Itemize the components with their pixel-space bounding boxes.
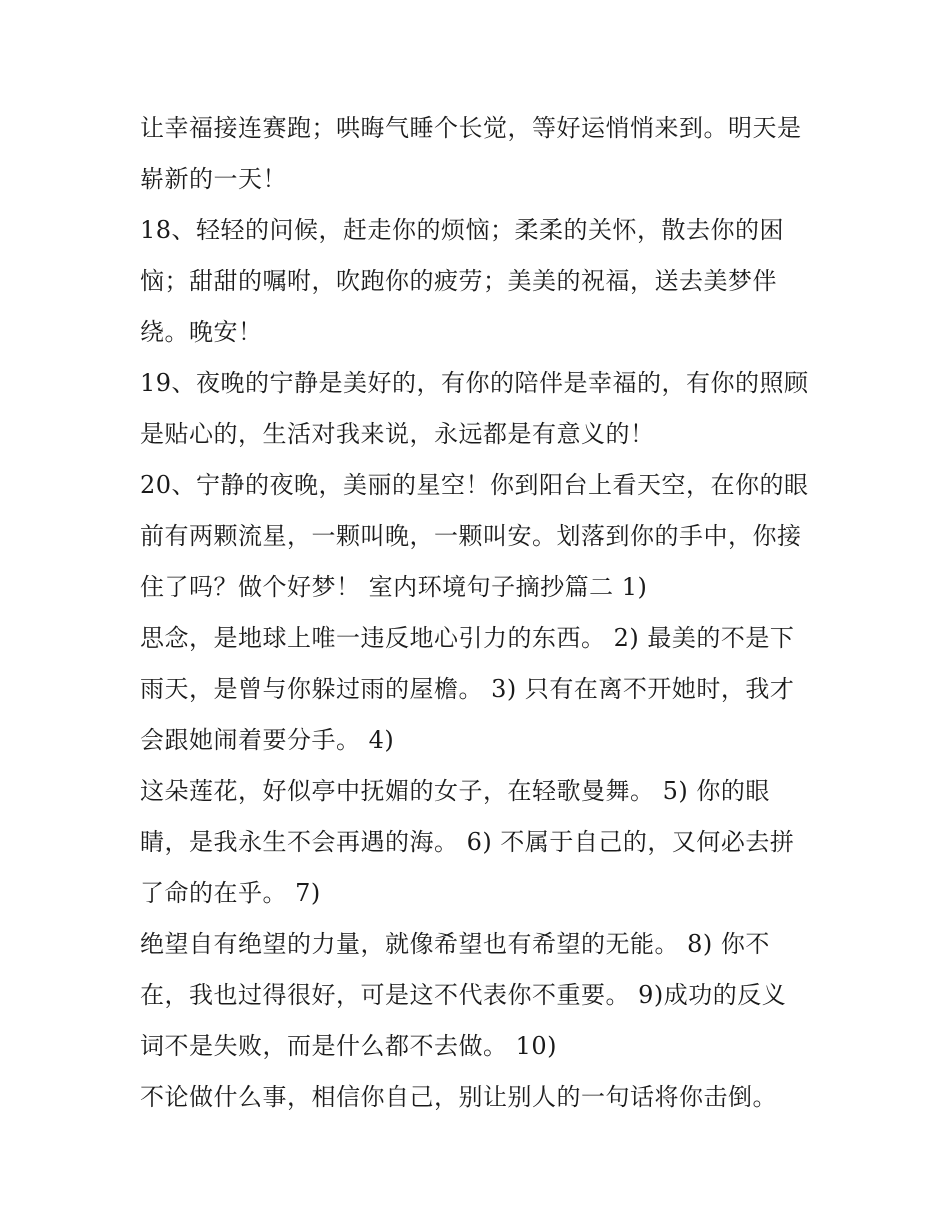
- text-line: 绕。晚安！: [140, 318, 263, 346]
- body-text: [140, 103, 830, 1123]
- text-line: 住了吗？做个好梦！ 室内环境句子摘抄篇二 1): [140, 573, 648, 601]
- text-line: 词不是失败，而是什么都不去做。 10): [140, 1032, 558, 1060]
- text-line: 19、夜晚的宁静是美好的，有你的陪伴是幸福的，有你的照顾: [140, 369, 809, 397]
- text-line: 恼；甜甜的嘱咐，吹跑你的疲劳；美美的祝福，送去美梦伴: [140, 267, 777, 295]
- text-line: 雨天，是曾与你躲过雨的屋檐。 3) 只有在离不开她时，我才: [140, 675, 795, 703]
- text-line: 思念，是地球上唯一违反地心引力的东西。 2) 最美的不是下: [140, 624, 795, 652]
- text-line: 是贴心的，生活对我来说，永远都是有意义的！: [140, 420, 655, 448]
- text-line: 20、宁静的夜晚，美丽的星空！你到阳台上看天空，在你的眼: [140, 471, 809, 499]
- text-line: 了命的在乎。 7): [140, 879, 321, 907]
- text-line: 绝望自有绝望的力量，就像希望也有希望的无能。 8) 你不: [140, 930, 770, 958]
- text-line: 前有两颗流星，一颗叫晚，一颗叫安。划落到你的手中，你接: [140, 522, 802, 550]
- text-line: 会跟她闹着要分手。 4): [140, 726, 395, 754]
- text-line: 睛，是我永生不会再遇的海。 6) 不属于自己的，又何必去拼: [140, 828, 795, 856]
- text-line: 让幸福接连赛跑；哄晦气睡个长觉，等好运悄悄来到。明天是: [140, 114, 802, 142]
- text-line: 崭新的一天！: [140, 165, 287, 193]
- text-line: 在，我也过得很好，可是这不代表你不重要。 9)成功的反义: [140, 981, 787, 1009]
- text-line: 18、轻轻的问候，赶走你的烦恼；柔柔的关怀，散去你的困: [140, 216, 785, 244]
- text-line: 这朵莲花，好似亭中抚媚的女子，在轻歌曼舞。 5) 你的眼: [140, 777, 770, 805]
- text-line: 不论做什么事，相信你自己，别让别人的一句话将你击倒。: [140, 1083, 777, 1111]
